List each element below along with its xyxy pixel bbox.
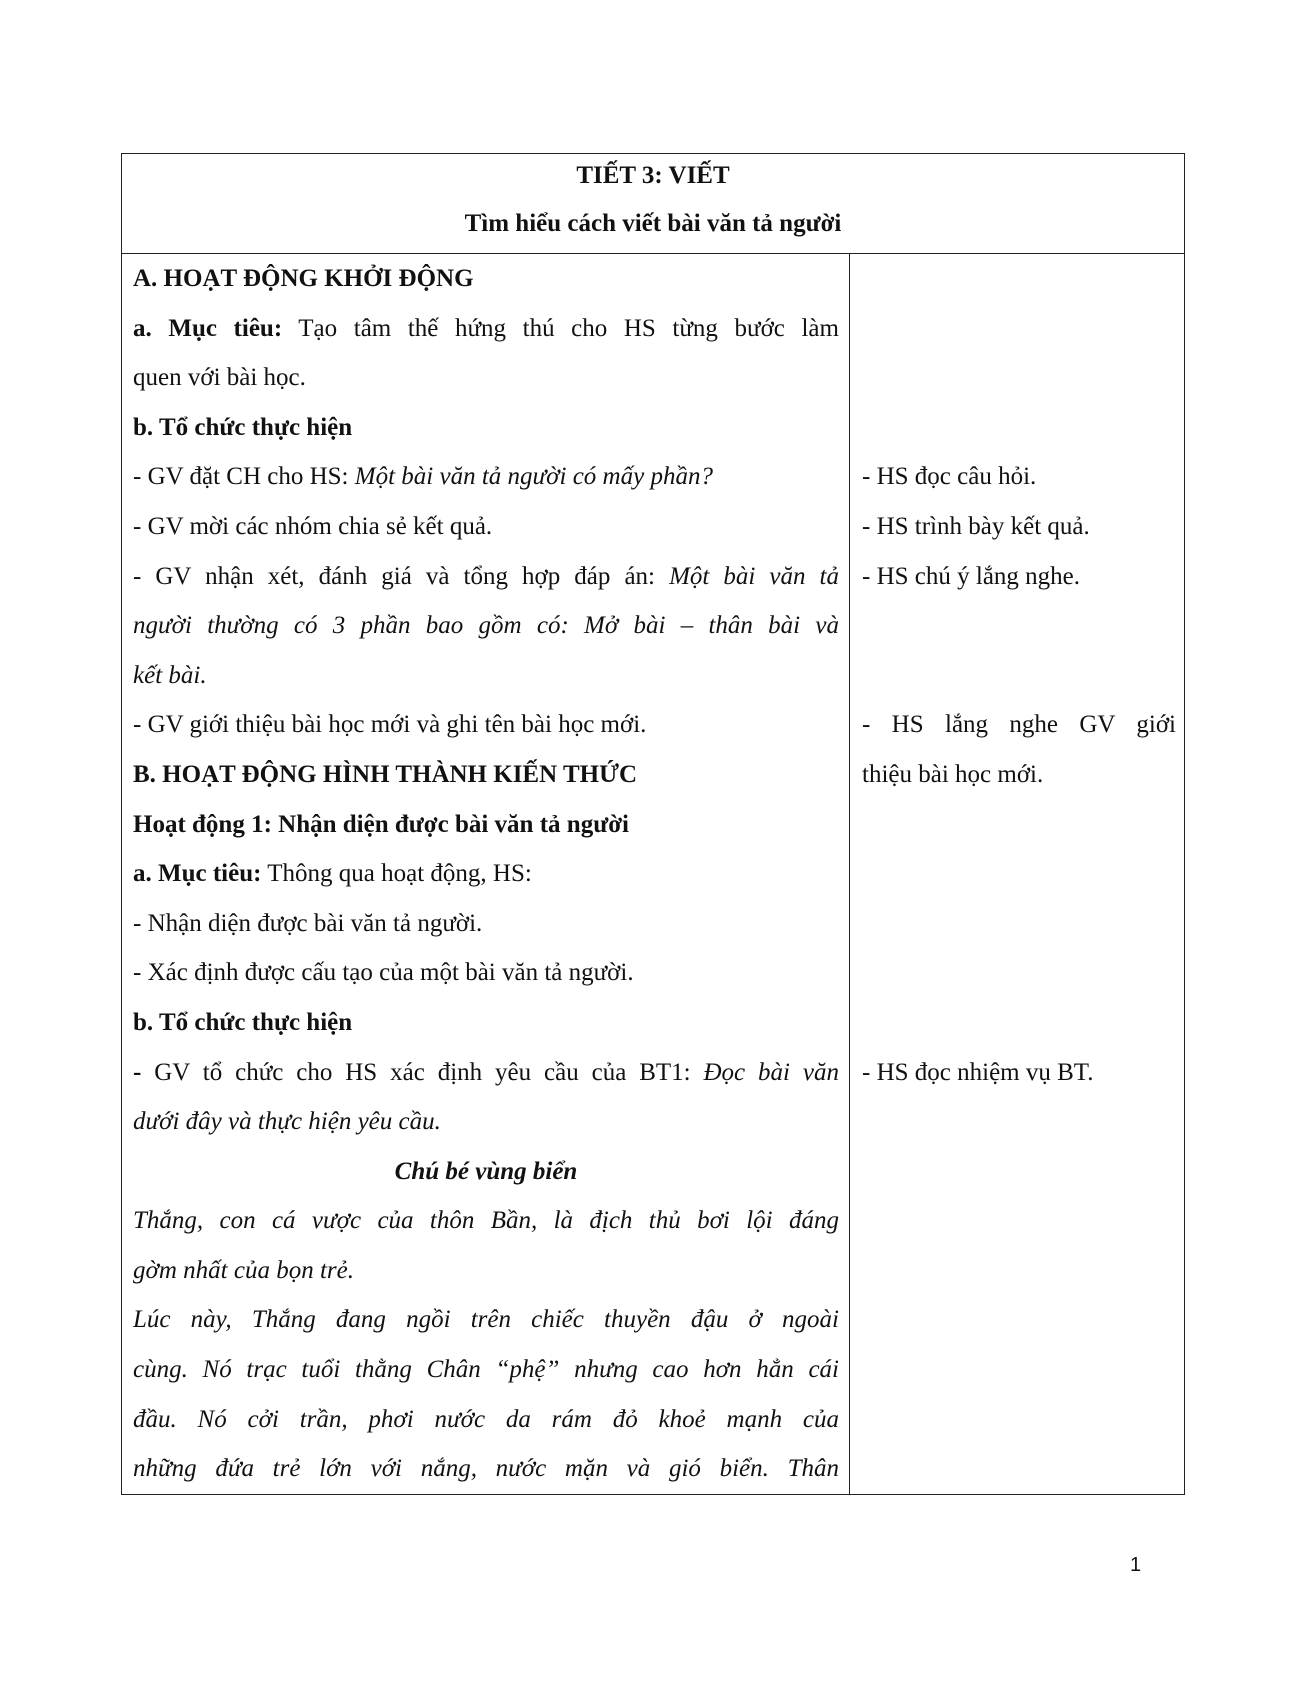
- story-line: Lúc này, Thắng đang ngồi trên chiếc thuyền đậu ở ngoài: [133, 1306, 839, 1334]
- section-a-organization: b. Tổ chức thực hiện: [133, 413, 353, 441]
- teacher-step-3: - GV nhận xét, đánh giá và tổng hợp đáp án: Một bài văn tả: [133, 562, 839, 590]
- objective-item-1: - Nhận diện được bài văn tả người.: [133, 909, 483, 937]
- activity-1-heading: Hoạt động 1: Nhận diện được bài văn tả người: [133, 810, 629, 838]
- page-number: 1: [1130, 1554, 1142, 1576]
- lesson-title: TIẾT 3: VIẾT: [576, 162, 730, 189]
- student-step-4: - HS lắng nghe GV giới: [862, 711, 1176, 739]
- section-b-heading: B. HOẠT ĐỘNG HÌNH THÀNH KIẾN THỨC: [133, 760, 638, 788]
- lesson-subtitle: Tìm hiểu cách viết bài văn tả người: [464, 210, 842, 237]
- objective-item-2: - Xác định được cấu tạo của một bài văn tả người.: [133, 959, 634, 987]
- section-a-heading: A. HOẠT ĐỘNG KHỞI ĐỘNG: [133, 265, 474, 292]
- section-a-objective: a. Mục tiêu: Tạo tâm thế hứng thú cho HS từng bước làm: [133, 314, 839, 342]
- lesson-table: [121, 153, 1185, 1495]
- section-b-organization: b. Tổ chức thực hiện: [133, 1008, 353, 1036]
- story-line: cùng. Nó trạc tuổi thằng Chân “phệ” nhưng cao hơn hẳn cái: [133, 1356, 839, 1384]
- story-line: những đứa trẻ lớn với nắng, nước mặn và gió biển. Thân: [133, 1455, 839, 1483]
- teacher-step-2: - GV mời các nhóm chia sẻ kết quả.: [133, 512, 493, 540]
- teacher-step-5-cont: dưới đây và thực hiện yêu cầu.: [133, 1108, 441, 1136]
- table-header: [122, 154, 1184, 254]
- story-title: Chú bé vùng biển: [394, 1157, 578, 1185]
- teacher-step-3-end: kết bài.: [133, 661, 207, 689]
- teacher-step-4: - GV giới thiệu bài học mới và ghi tên bài học mới.: [133, 711, 647, 739]
- teacher-step-5: - GV tổ chức cho HS xác định yêu cầu của BT1: Đọc bài văn: [133, 1058, 839, 1086]
- story-line: Thắng, con cá vược của thôn Bần, là địch thủ bơi lội đáng: [133, 1207, 839, 1235]
- teacher-activities-column: [133, 254, 839, 1494]
- student-step-3: - HS chú ý lắng nghe.: [862, 562, 1081, 590]
- student-activities-column: [862, 254, 1176, 1097]
- student-step-5: - HS đọc nhiệm vụ BT.: [862, 1058, 1094, 1086]
- section-a-objective-cont: quen với bài học.: [133, 364, 306, 392]
- section-b-objective: a. Mục tiêu: Thông qua hoạt động, HS:: [133, 860, 532, 888]
- column-divider: [849, 254, 850, 1494]
- student-step-4-cont: thiệu bài học mới.: [862, 760, 1044, 788]
- story-line: gờm nhất của bọn trẻ.: [133, 1256, 354, 1284]
- teacher-step-3-cont: người thường có 3 phần bao gồm có: Mở bài – thân bài và: [133, 612, 839, 640]
- student-step-2: - HS trình bày kết quả.: [862, 512, 1090, 540]
- story-line: đầu. Nó cởi trần, phơi nước da rám đỏ khoẻ mạnh của: [133, 1405, 839, 1433]
- student-step-1: - HS đọc câu hỏi.: [862, 463, 1037, 491]
- teacher-step-1: - GV đặt CH cho HS: Một bài văn tả người có mấy phần?: [133, 463, 713, 491]
